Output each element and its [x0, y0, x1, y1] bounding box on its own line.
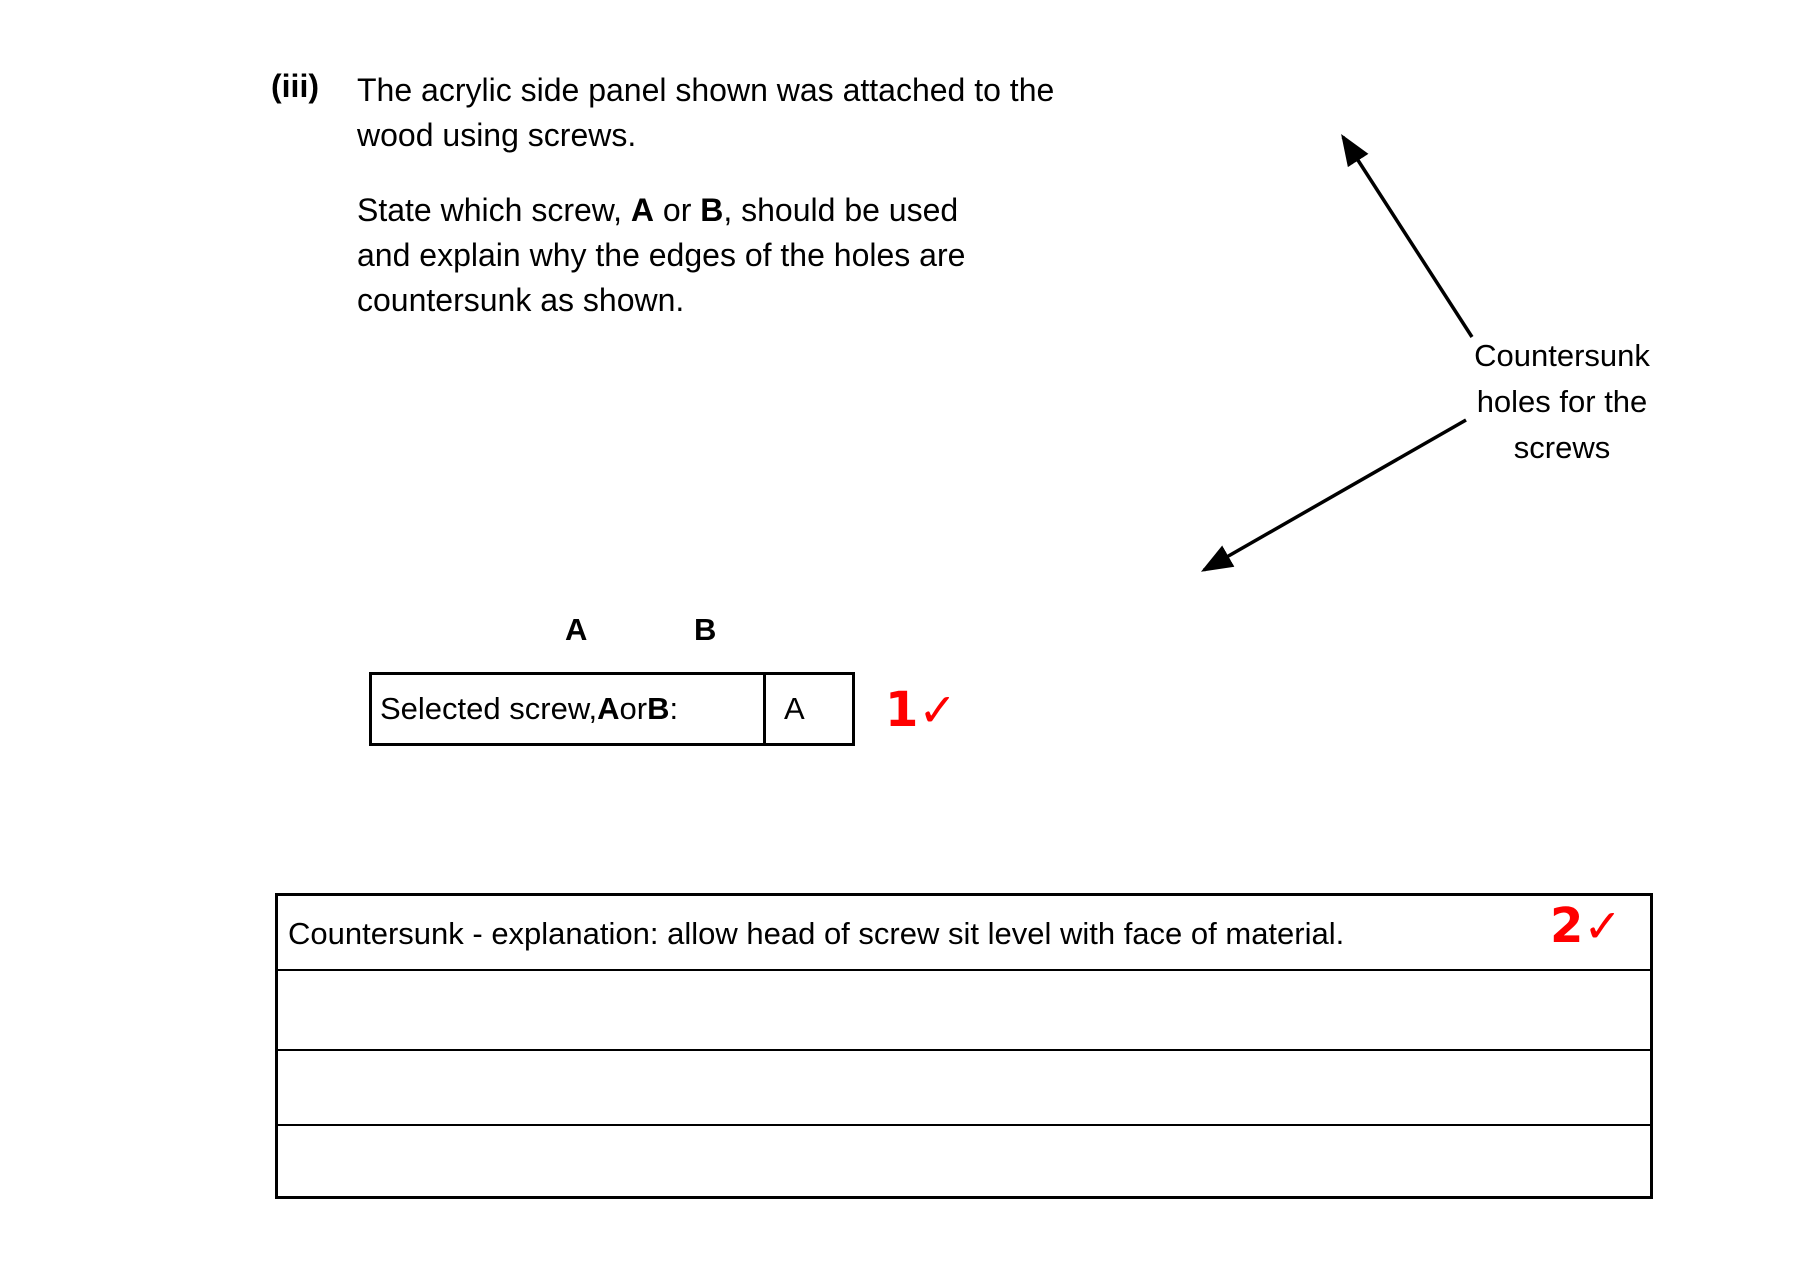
selection-text: Selected screw, [380, 691, 598, 726]
selection-text: : [669, 691, 679, 726]
option-b: B [647, 691, 670, 726]
selection-text: or [619, 691, 648, 726]
check-icon: ✓ [1583, 899, 1622, 953]
answer-row[interactable] [278, 971, 1650, 1051]
question-line: and explain why the edges of the holes are [357, 237, 966, 273]
mark-number: 2 [1550, 898, 1584, 954]
selected-screw-label [372, 675, 766, 743]
answer-row[interactable] [278, 896, 1650, 971]
screw-label-a: A [565, 612, 588, 647]
selected-screw-value[interactable]: A [784, 691, 805, 726]
callout-line: Countersunk [1474, 338, 1650, 373]
mark-2 [1550, 898, 1622, 954]
option-a: A [630, 192, 654, 228]
answer-text: Countersunk - explanation: allow head of screw sit level with face of material. [288, 916, 1345, 951]
mark-1 [885, 682, 957, 738]
check-icon: ✓ [918, 683, 957, 737]
arrow-down-left-icon [1204, 420, 1466, 570]
instruction-text: or [654, 192, 701, 228]
answer-row[interactable] [278, 1051, 1650, 1126]
screw-label-b: B [694, 612, 717, 647]
question-line: countersunk as shown. [357, 282, 685, 318]
answer-table [275, 893, 1653, 1199]
instruction-text: , should be used [723, 192, 959, 228]
question-line: The acrylic side panel shown was attached to the [357, 72, 1055, 108]
question-number: (iii) [271, 68, 319, 104]
selected-screw-box [369, 672, 855, 746]
arrow-up-icon [1343, 137, 1472, 337]
mark-number: 1 [885, 682, 919, 738]
callout-line: screws [1513, 430, 1611, 465]
callout-line: holes for the [1476, 384, 1648, 419]
option-b: B [700, 192, 724, 228]
callout-label [1452, 333, 1672, 471]
question-line: wood using screws. [357, 117, 637, 153]
option-a: A [597, 691, 620, 726]
instruction-text: State which screw, [357, 192, 631, 228]
